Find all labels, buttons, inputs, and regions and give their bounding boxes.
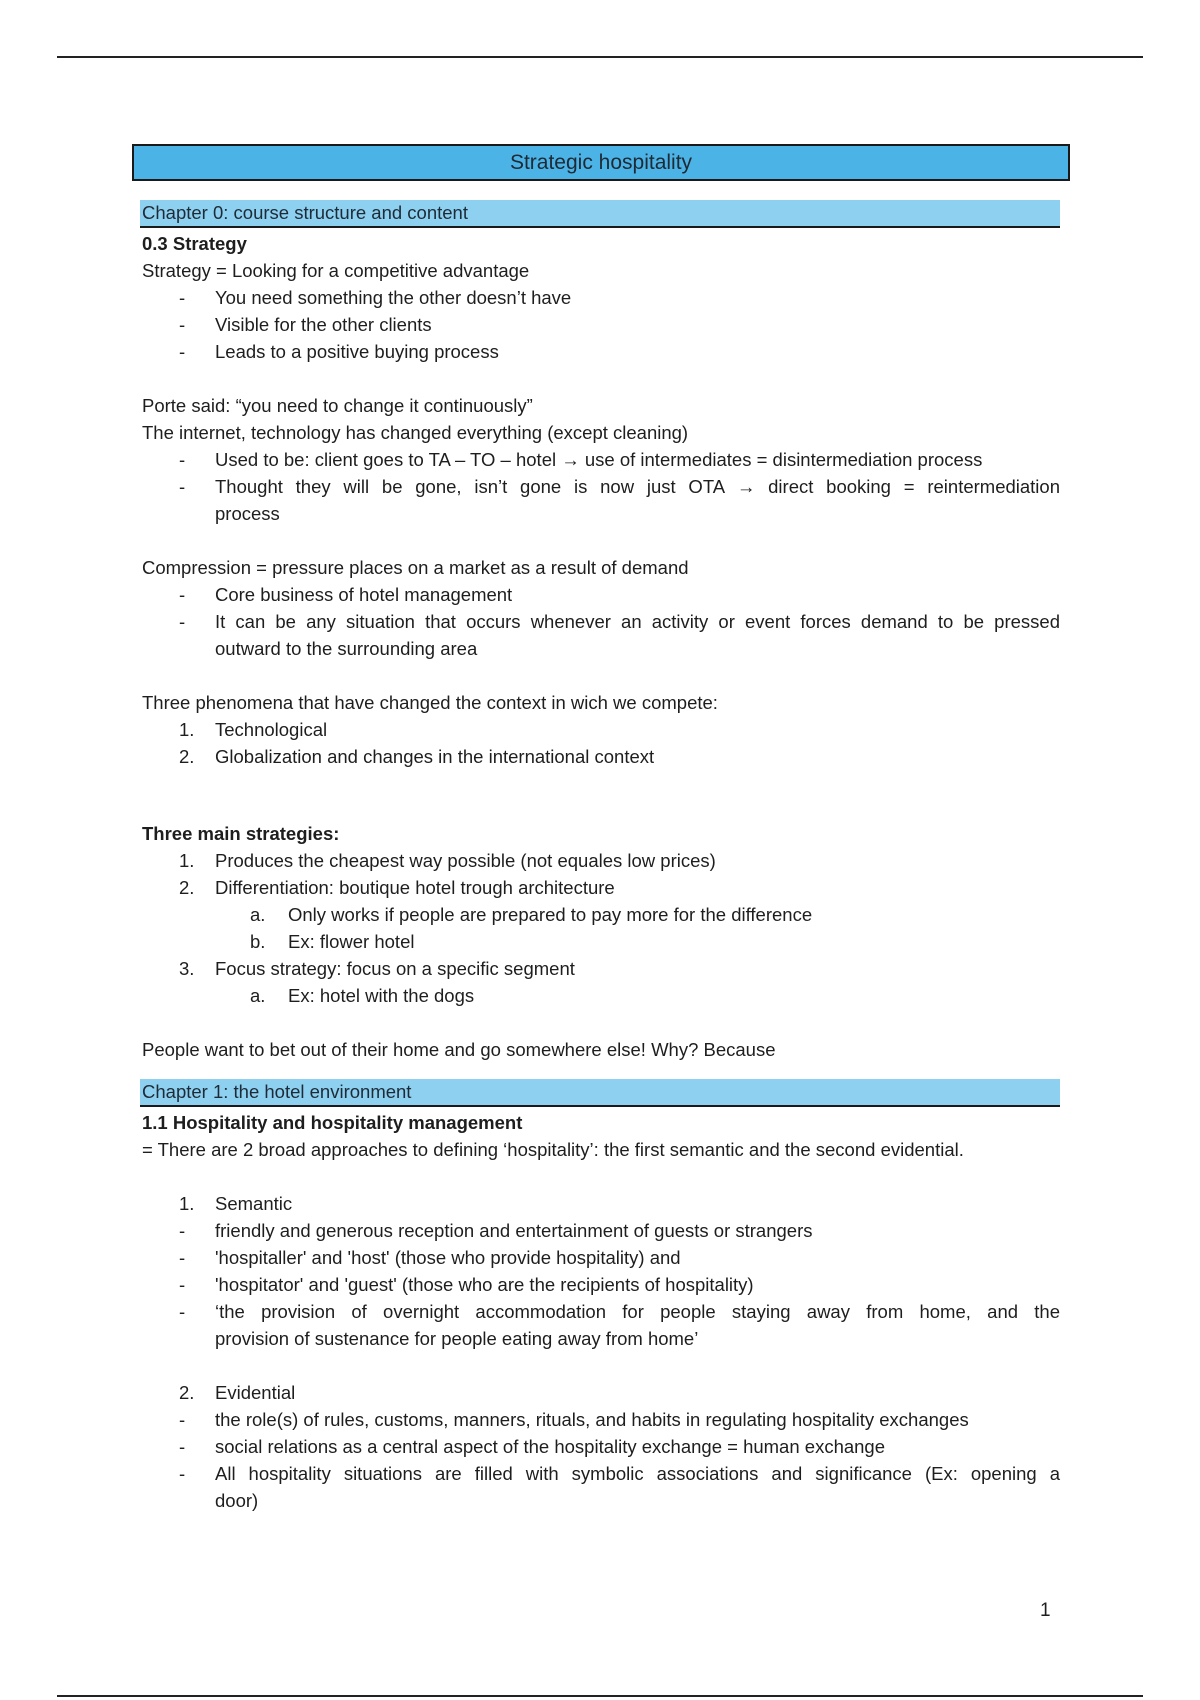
phenomena-intro: Three phenomena that have changed the context in wich we compete: xyxy=(142,692,718,713)
list-item: a. Ex: hotel with the dogs xyxy=(250,985,475,1006)
list-item: 1. Produces the cheapest way possible (not equales low prices) xyxy=(179,850,716,871)
strategies-heading: Three main strategies: xyxy=(142,823,340,844)
list-item: - Core business of hotel management xyxy=(179,584,513,605)
list-item: 1. Semantic xyxy=(179,1193,293,1214)
list-item: 1. Technological xyxy=(179,719,328,740)
list-item: b. Ex: flower hotel xyxy=(250,931,415,952)
list-item: - Leads to a positive buying process xyxy=(179,341,499,362)
list-item: - the role(s) of rules, customs, manners, rituals, and habits in regulating hospitality exchanges xyxy=(179,1409,969,1430)
section-heading-0-3: 0.3 Strategy xyxy=(142,233,247,254)
bottom-rule xyxy=(57,1695,1143,1697)
chapter-1-header: Chapter 1: the hotel environment xyxy=(140,1079,1060,1107)
document-title: Strategic hospitality xyxy=(132,144,1070,181)
list-item: - friendly and generous reception and entertainment of guests or strangers xyxy=(179,1220,813,1241)
list-item: - All hospitality situations are filled with symbolic associations and significance (Ex: opening a xyxy=(179,1463,1060,1484)
people-line: People want to bet out of their home and go somewhere else! Why? Because xyxy=(142,1039,776,1060)
list-item: - You need something the other doesn’t have xyxy=(179,287,572,308)
list-item: a. Only works if people are prepared to pay more for the difference xyxy=(250,904,813,925)
list-item-continuation: door) xyxy=(215,1490,259,1511)
compression-definition: Compression = pressure places on a market as a result of demand xyxy=(142,557,689,578)
list-item: - 'hospitator' and 'guest' (those who are the recipients of hospitality) xyxy=(179,1274,754,1295)
list-item: - It can be any situation that occurs whenever an activity or event forces demand to be pressed xyxy=(179,611,1060,632)
list-item-continuation: provision of sustenance for people eating away from home’ xyxy=(215,1328,699,1349)
chapter-0-header: Chapter 0: course structure and content xyxy=(140,200,1060,228)
list-item: - Thought they will be gone, isn’t gone is now just OTA → direct booking = reintermediation xyxy=(179,476,1060,497)
page-number: 1 xyxy=(1040,1600,1051,1621)
internet-line: The internet, technology has changed everything (except cleaning) xyxy=(142,422,689,443)
list-item-continuation: process xyxy=(215,503,280,524)
document-body xyxy=(142,200,1060,1514)
list-item: 2. Differentiation: boutique hotel trough architecture xyxy=(179,877,615,898)
list-item: 2. Globalization and changes in the international context xyxy=(179,746,655,767)
list-item: - Visible for the other clients xyxy=(179,314,432,335)
approaches-line: = There are 2 broad approaches to defining ‘hospitality’: the first semantic and the second evidential. xyxy=(142,1139,964,1160)
list-item: 2. Evidential xyxy=(179,1382,296,1403)
section-heading-1-1: 1.1 Hospitality and hospitality management xyxy=(142,1112,523,1133)
strategy-definition: Strategy = Looking for a competitive advantage xyxy=(142,260,530,281)
porter-quote: Porte said: “you need to change it continuously” xyxy=(142,395,533,416)
top-rule xyxy=(57,56,1143,58)
list-item: - social relations as a central aspect of the hospitality exchange = human exchange xyxy=(179,1436,886,1457)
list-item: - Used to be: client goes to TA – TO – hotel → use of intermediates = disintermediation process xyxy=(179,449,983,470)
list-item: 3. Focus strategy: focus on a specific segment xyxy=(179,958,575,979)
list-item-continuation: outward to the surrounding area xyxy=(215,638,478,659)
list-item: - ‘the provision of overnight accommodation for people staying away from home, and the xyxy=(179,1301,1060,1322)
list-item: - 'hospitaller' and 'host' (those who provide hospitality) and xyxy=(179,1247,681,1268)
